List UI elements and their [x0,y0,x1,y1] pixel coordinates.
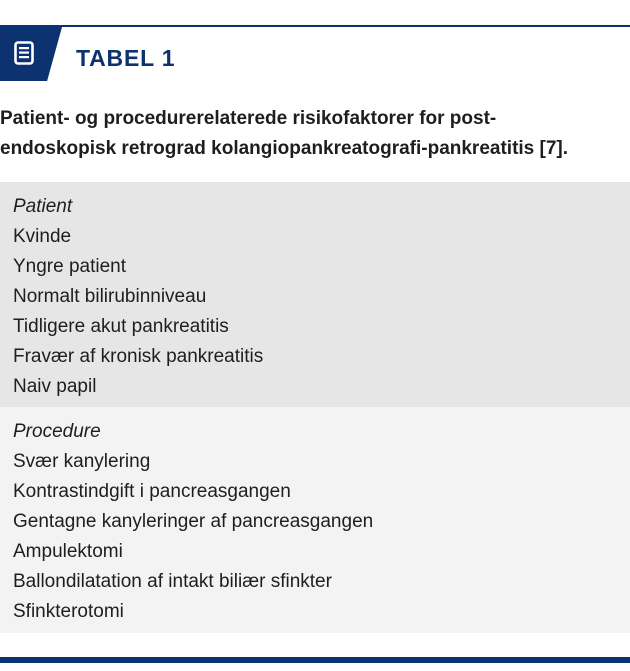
procedure-risk-item: Kontrastindgift i pancreasgangen [13,481,291,502]
procedure-risk-item: Ampulektomi [13,541,123,562]
document-list-icon [14,41,34,65]
top-rule [0,25,630,27]
table-label: TABEL 1 [76,45,176,71]
bottom-rule [0,657,630,663]
procedure-risk-item: Gentagne kanyleringer af pancreasgangen [13,511,374,532]
table-caption [0,104,620,164]
patient-risk-item: Fravær af kronisk pankreatitis [13,346,264,367]
caption-line: endoskopisk retrograd kolangiopankreatografi-pankreatitis [7]. [0,138,569,159]
caption-line: Patient- og procedurerelaterede risikofaktorer for post- [0,108,497,129]
procedure-risk-item: Ballondilatation af intakt biliær sfinkter [13,571,332,592]
procedure-risk-item: Svær kanylering [13,451,151,472]
procedure-heading: Procedure [13,421,101,442]
patient-risk-item: Tidligere akut pankreatitis [13,316,229,337]
patient-risk-item: Yngre patient [13,256,127,277]
patient-risk-item: Naiv papil [13,376,97,397]
patient-heading: Patient [13,196,73,217]
patient-risk-item: Normalt bilirubinniveau [13,286,207,307]
patient-section [0,182,630,407]
patient-risk-item: Kvinde [13,226,72,247]
procedure-section [0,407,630,633]
procedure-risk-item: Sfinkterotomi [13,601,124,622]
table-icon-tab [0,27,62,81]
